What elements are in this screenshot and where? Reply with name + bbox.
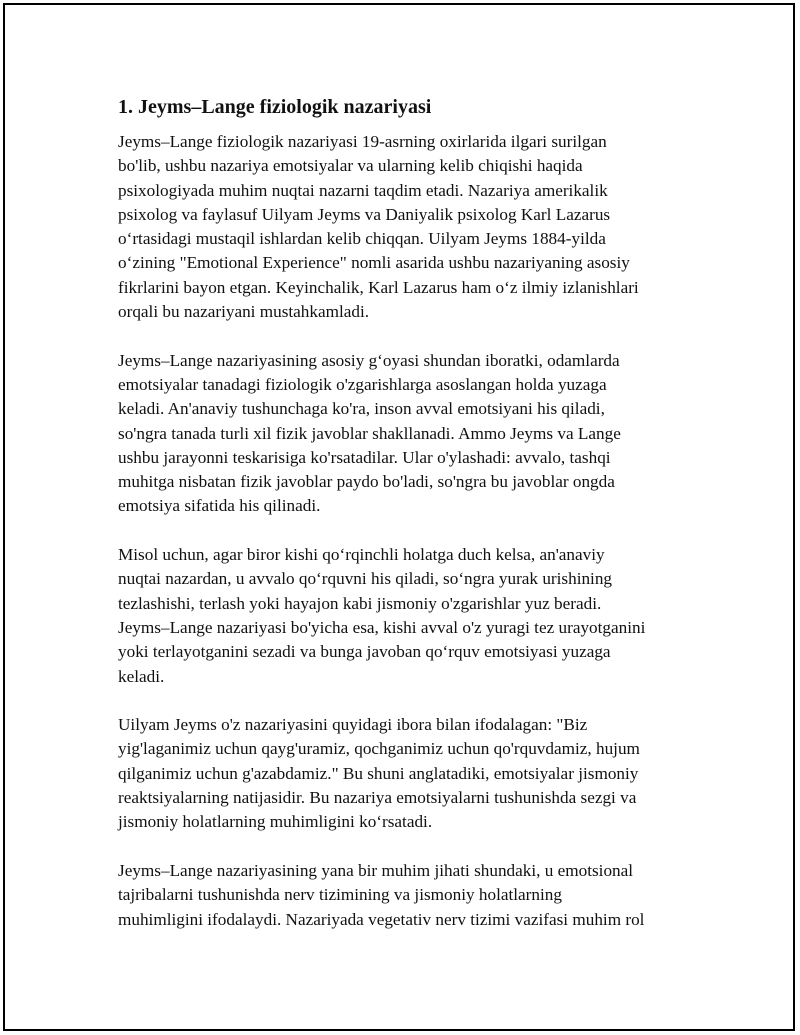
text-line: o‘zining "Emotional Experience" nomli asarida ushbu nazariyaning asosiy [118, 253, 630, 273]
text-line: tajribalarni tushunishda nerv tizimining va jismoniy holatlarning [118, 885, 562, 905]
text-line: yig'laganimiz uchun qayg'uramiz, qochganimiz uchun qo'rquvdamiz, hujum [118, 739, 640, 759]
paragraph-3 [118, 543, 688, 689]
text-line: ushbu jarayonni teskarisiga ko'rsatadilar. Ular o'ylashadi: avvalo, tashqi [118, 447, 611, 467]
text-line: psixologiyada muhim nuqtai nazarni taqdim etadi. Nazariya amerikalik [118, 180, 608, 200]
paragraph-1 [118, 130, 688, 324]
text-line: keladi. [118, 666, 165, 686]
text-line: Jeyms–Lange fiziologik nazariyasi 19-asrning oxirlarida ilgari surilgan [118, 132, 607, 151]
text-line: Jeyms–Lange nazariyasi bo'yicha esa, kishi avval o'z yuragi tez urayotganini [118, 617, 646, 637]
document-body [118, 94, 688, 956]
text-line: reaktsiyalarning natijasidir. Bu nazariya emotsiyalarni tushunishda sezgi va [118, 788, 637, 808]
text-line: so'ngra tanada turli xil fizik javoblar shakllanadi. Ammo Jeyms va Lange [118, 423, 621, 443]
text-line: o‘rtasidagi mustaqil ishlardan kelib chiqqan. Uilyam Jeyms 1884-yilda [118, 229, 606, 249]
text-line: Uilyam Jeyms o'z nazariyasini quyidagi ibora bilan ifodalagan: "Biz [118, 715, 588, 735]
text-line: orqali bu nazariyani mustahkamladi. [118, 302, 370, 322]
text-line: yoki terlayotganini sezadi va bunga javoban qo‘rquv emotsiyasi yuzaga [118, 642, 611, 662]
paragraph-4 [118, 713, 688, 834]
section-heading: 1. Jeyms–Lange fiziologik nazariyasi [118, 96, 432, 118]
text-line: muhitga nisbatan fizik javoblar paydo bo'ladi, so'ngra bu javoblar ongda [118, 472, 615, 492]
text-line: tezlashishi, terlash yoki hayajon kabi jismoniy o'zgarishlar yuz beradi. [118, 593, 602, 613]
text-line: qilganimiz uchun g'azabdamiz." Bu shuni anglatadiki, emotsiyalar jismoniy [118, 763, 639, 783]
text-line: Jeyms–Lange nazariyasining asosiy g‘oyasi shundan iboratki, odamlarda [118, 350, 620, 370]
text-line: psixolog va faylasuf Uilyam Jeyms va Daniyalik psixolog Karl Lazarus [118, 204, 611, 224]
text-line: Jeyms–Lange nazariyasining yana bir muhim jihati shundaki, u emotsional [118, 860, 634, 880]
paragraph-5 [118, 859, 688, 932]
text-line: emotsiya sifatida his qilinadi. [118, 496, 321, 516]
text-line: keladi. An'anaviy tushunchaga ko'ra, inson avval emotsiyani his qiladi, [118, 399, 605, 419]
text-line: Misol uchun, agar biror kishi qo‘rqinchli holatga duch kelsa, an'anaviy [118, 545, 605, 565]
text-line: nuqtai nazardan, u avvalo qo‘rquvni his qiladi, so‘ngra yurak urishining [118, 569, 613, 589]
text-line: fikrlarini bayon etgan. Keyinchalik, Karl Lazarus ham o‘z ilmiy izlanishlari [118, 277, 639, 297]
text-line: jismoniy holatlarning muhimligini ko‘rsatadi. [118, 812, 433, 832]
text-line: emotsiyalar tanadagi fiziologik o'zgarishlarga asoslangan holda yuzaga [118, 374, 607, 394]
text-line: bo'lib, ushbu nazariya emotsiyalar va ularning kelib chiqishi haqida [118, 156, 583, 176]
paragraph-2 [118, 349, 688, 519]
text-line: muhimligini ifodalaydi. Nazariyada vegetativ nerv tizimi vazifasi muhim rol [118, 909, 645, 929]
